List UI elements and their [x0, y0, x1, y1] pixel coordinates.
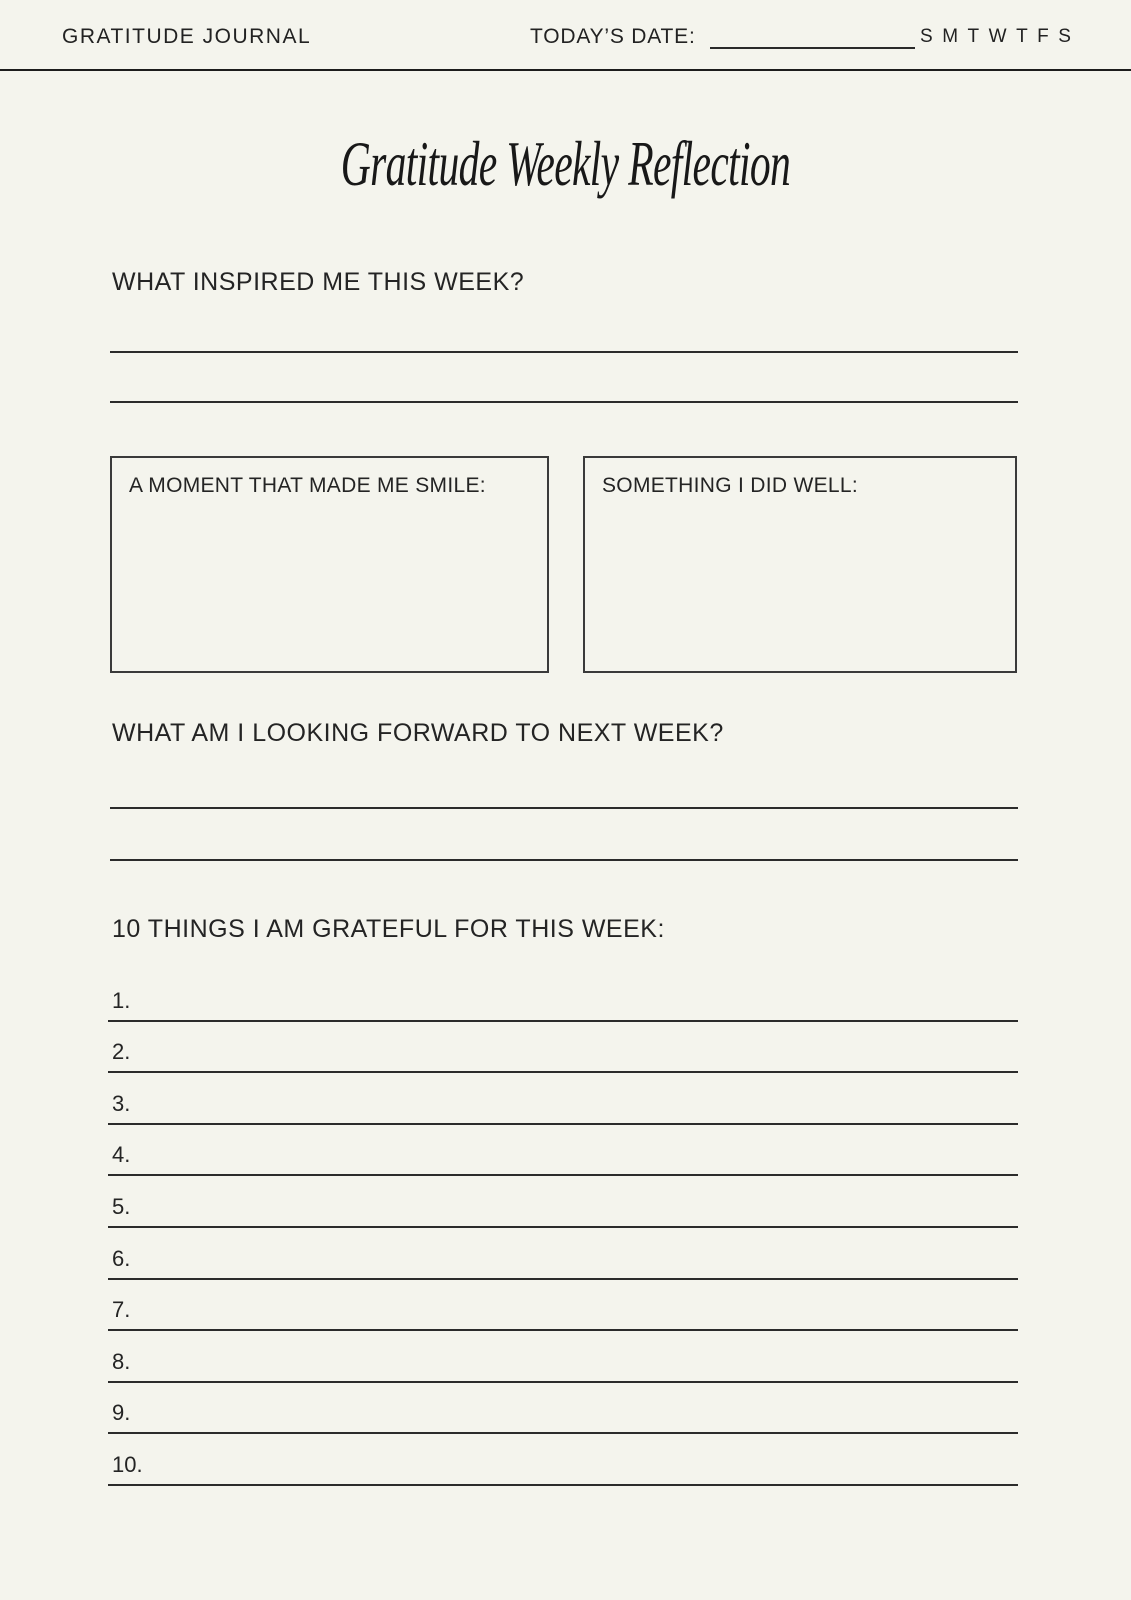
grateful-line-2[interactable] [108, 1022, 1018, 1074]
grateful-line-1[interactable] [108, 970, 1018, 1022]
page-title-text: Gratitude Weekly Reflection [340, 129, 791, 199]
weekday-friday[interactable]: F [1037, 26, 1050, 47]
grateful-line-8[interactable] [108, 1331, 1018, 1383]
grateful-line-4[interactable] [108, 1125, 1018, 1177]
inspired-writing-line-1[interactable] [110, 351, 1018, 353]
date-label: TODAY’S DATE: [530, 25, 696, 48]
grateful-number: 7. [112, 1297, 131, 1323]
grateful-line-10[interactable] [108, 1434, 1018, 1486]
weekday-monday[interactable]: M [942, 26, 959, 47]
weekday-tuesday[interactable]: T [967, 26, 980, 47]
grateful-number: 4. [112, 1142, 131, 1168]
weekday-selector [920, 26, 1071, 48]
grateful-number: 8. [112, 1348, 131, 1374]
forward-question-label: WHAT AM I LOOKING FORWARD TO NEXT WEEK? [112, 719, 724, 747]
header-divider [0, 69, 1131, 71]
did-well-box[interactable] [583, 456, 1017, 673]
inspired-writing-line-2[interactable] [110, 401, 1018, 403]
grateful-number: 2. [112, 1039, 131, 1065]
grateful-line-5[interactable] [108, 1176, 1018, 1228]
grateful-number: 3. [112, 1090, 131, 1116]
forward-writing-line-1[interactable] [110, 807, 1018, 809]
forward-writing-line-2[interactable] [110, 859, 1018, 861]
smile-moment-box[interactable] [110, 456, 549, 673]
weekday-wednesday[interactable]: W [988, 26, 1008, 47]
grateful-line-9[interactable] [108, 1383, 1018, 1435]
journal-brand: GRATITUDE JOURNAL [62, 25, 312, 48]
grateful-number: 9. [112, 1400, 131, 1426]
grateful-number: 5. [112, 1193, 131, 1219]
smile-moment-label: A MOMENT THAT MADE ME SMILE: [129, 474, 486, 497]
grateful-line-3[interactable] [108, 1073, 1018, 1125]
weekday-saturday[interactable]: S [1058, 26, 1072, 47]
grateful-number: 1. [112, 987, 131, 1013]
inspired-question-label: WHAT INSPIRED ME THIS WEEK? [112, 268, 525, 296]
date-field-group [530, 25, 915, 49]
weekday-sunday[interactable]: S [920, 26, 934, 47]
page-title [0, 128, 1131, 208]
grateful-number: 6. [112, 1245, 131, 1271]
grateful-heading: 10 THINGS I AM GRATEFUL FOR THIS WEEK: [112, 915, 665, 943]
weekday-thursday[interactable]: T [1016, 26, 1029, 47]
grateful-line-6[interactable] [108, 1228, 1018, 1280]
did-well-label: SOMETHING I DID WELL: [602, 474, 858, 497]
grateful-line-7[interactable] [108, 1280, 1018, 1332]
grateful-list [108, 970, 1018, 1486]
date-input-line[interactable] [710, 27, 915, 49]
grateful-number: 10. [112, 1451, 143, 1477]
